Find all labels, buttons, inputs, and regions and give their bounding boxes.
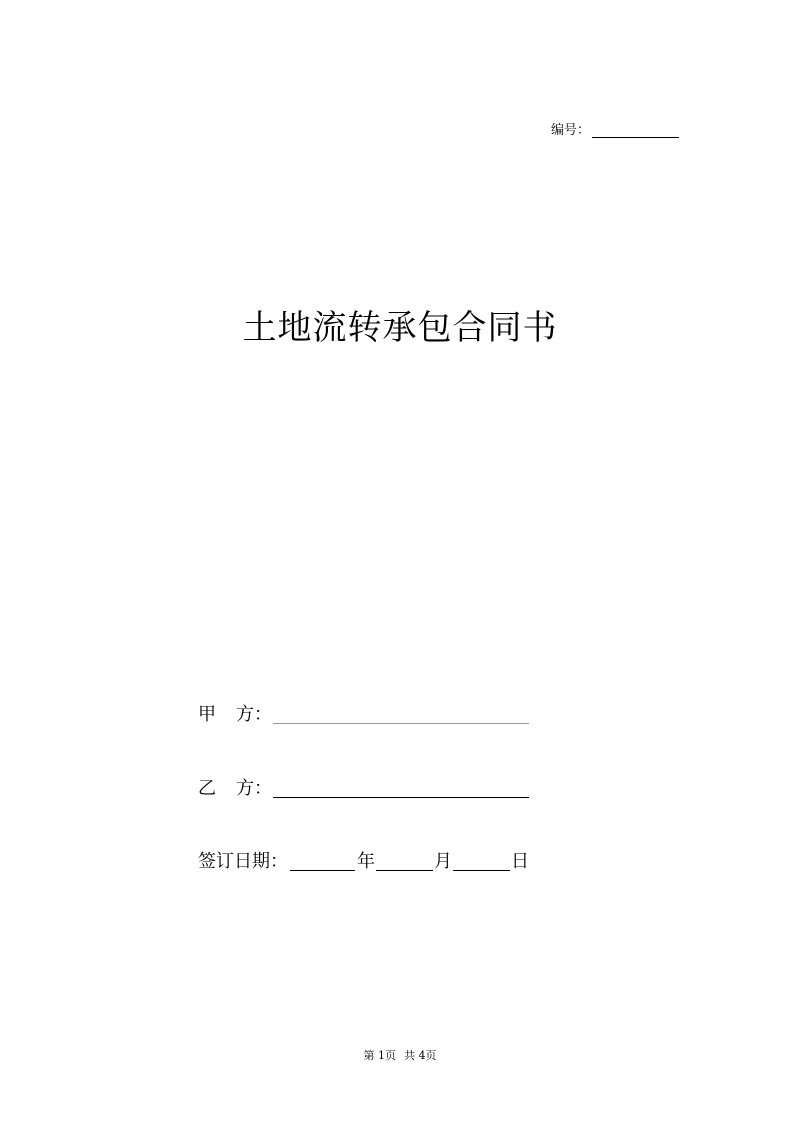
party-b-label-suffix: 方： [236,778,272,799]
party-a-label: 甲 [198,704,216,725]
party-a-row [198,703,272,727]
signing-month-blank [376,870,433,871]
party-b-row [198,777,272,801]
serial-number-label: 编号： [551,123,591,138]
document-title: 土地流转承包合同书 [242,308,558,348]
serial-number-blank [592,137,679,138]
party-b-blank [273,797,529,798]
signing-day-unit: 日 [511,851,529,872]
page-footer [0,1049,800,1063]
signing-day-blank [453,870,510,871]
signing-year-blank [290,870,355,871]
signing-date-label: 签订日期： [198,851,288,872]
page-number-total: 共 4页 [404,1049,437,1062]
party-b-label: 乙 [198,778,216,799]
page-number-current: 第 1页 [363,1049,396,1062]
party-a-blank [273,723,529,724]
signing-year-unit: 年 [357,851,375,872]
signing-month-unit: 月 [434,851,452,872]
party-a-label-suffix: 方： [236,704,272,725]
